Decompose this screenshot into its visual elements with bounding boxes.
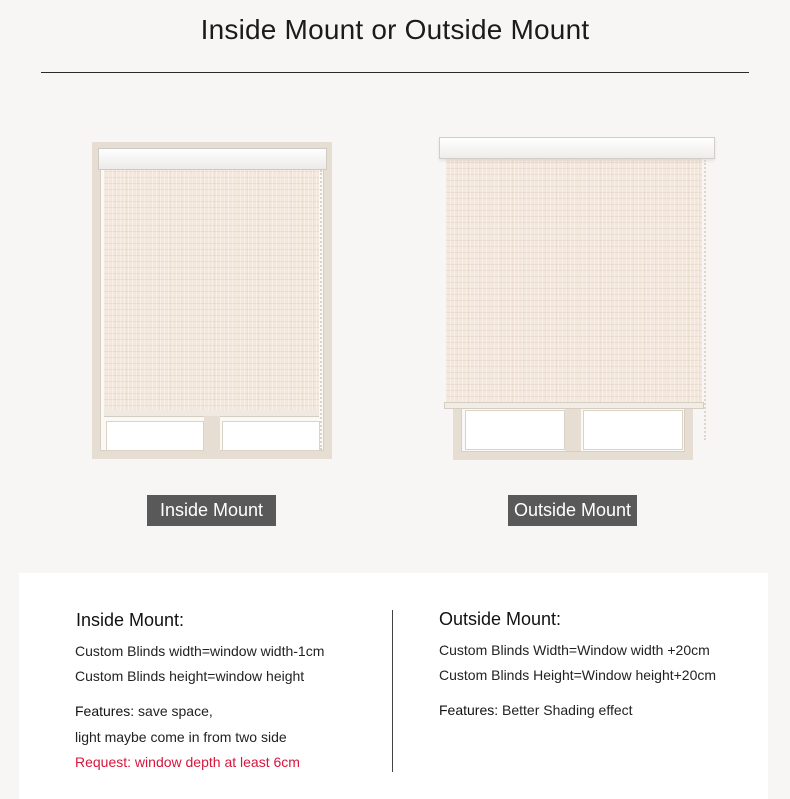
window-mullion — [204, 416, 220, 452]
inside-width-rule: Custom Blinds width=window width-1cm — [75, 643, 325, 659]
outside-height-rule: Custom Blinds Height=Window height+20cm — [439, 667, 717, 683]
window-pane-right — [222, 421, 320, 451]
outside-features — [439, 702, 633, 718]
inside-request — [75, 754, 300, 770]
page-title: Inside Mount or Outside Mount — [200, 14, 590, 45]
outside-width-rule: Custom Blinds Width=Window width +20cm — [439, 642, 710, 658]
features-label: Features: — [75, 703, 135, 719]
blind-bottom-bar — [444, 402, 704, 409]
request-text: window depth at least 6cm — [131, 754, 300, 770]
blind-fabric — [104, 170, 319, 412]
outside-mount-label: Outside Mount — [508, 495, 637, 526]
window-pane-left — [465, 410, 565, 450]
inside-features — [75, 703, 213, 719]
inside-height-rule: Custom Blinds height=window height — [75, 668, 305, 684]
inside-features-more: light maybe come in from two side — [75, 729, 287, 745]
blind-headrail — [439, 137, 715, 159]
outside-heading: Outside Mount: — [439, 609, 562, 629]
features-text: Better Shading effect — [498, 702, 633, 718]
column-divider — [392, 610, 393, 772]
window-mullion — [565, 409, 581, 451]
blind-chain — [704, 160, 708, 440]
inside-heading: Inside Mount: — [76, 610, 185, 630]
features-label: Features: — [439, 702, 499, 718]
blind-fabric — [446, 159, 702, 403]
request-label: Request: — [75, 754, 132, 770]
inside-mount-label: Inside Mount — [147, 495, 276, 526]
window-pane-left — [106, 421, 204, 451]
window-pane-right — [583, 410, 683, 450]
blind-headrail — [98, 148, 327, 170]
features-text: save space, — [134, 703, 213, 719]
blind-chain — [320, 170, 324, 450]
title-divider — [41, 72, 749, 73]
